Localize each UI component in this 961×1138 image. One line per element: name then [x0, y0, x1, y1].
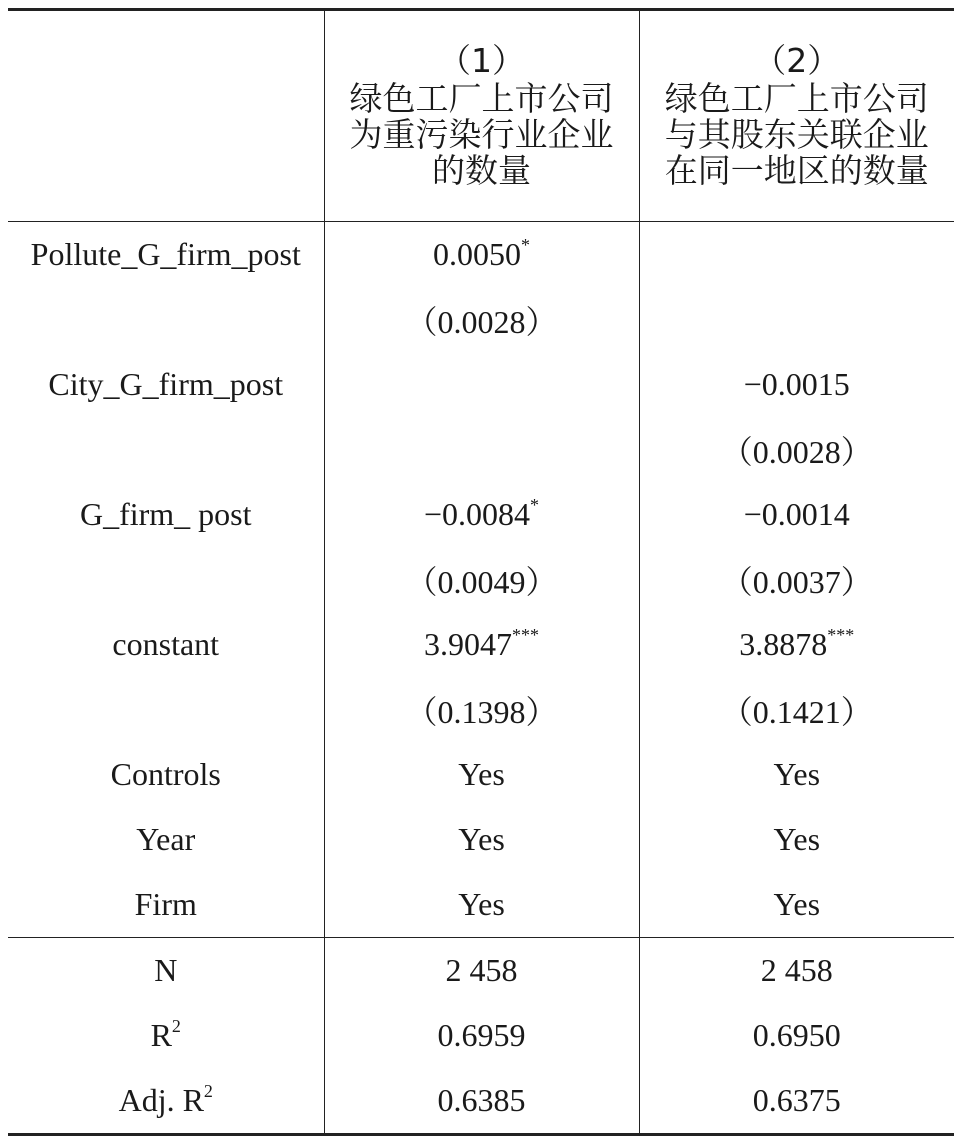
table-row — [8, 938, 954, 1004]
col2-value-text: 0.6950 — [752, 1017, 841, 1053]
col1-value-text: （0.1398） — [405, 693, 558, 730]
row-label — [8, 677, 324, 742]
table-row — [8, 482, 954, 547]
col2-value — [639, 938, 954, 1004]
table-row — [8, 612, 954, 677]
row-label-text: G_firm_ post — [79, 496, 252, 532]
col1-value-significance: * — [521, 235, 530, 255]
col1-value — [324, 938, 639, 1004]
col2-value-text: Yes — [773, 821, 821, 857]
col1-value-text: 3.9047 — [424, 626, 512, 662]
col2-value-text: −0.0014 — [743, 496, 850, 532]
col2-value — [639, 547, 954, 612]
row-label — [8, 287, 324, 352]
row-label — [8, 872, 324, 938]
col2-value — [639, 287, 954, 352]
col1-value-text: Yes — [458, 821, 505, 857]
col1-value — [324, 612, 639, 677]
row-label-text: Adj. R — [118, 1082, 204, 1118]
header-col2-label: 绿色工厂上市公司 与其股东关联企业 在同一地区的数量 — [664, 79, 929, 190]
col2-value — [639, 352, 954, 417]
row-label-text: constant — [112, 626, 220, 662]
col2-value — [639, 417, 954, 482]
col2-value-text: （0.0028） — [720, 433, 873, 470]
col2-value-text: （0.1421） — [720, 693, 873, 730]
table-row — [8, 1068, 954, 1135]
row-label-text: Year — [136, 821, 196, 857]
row-label-text: Firm — [134, 886, 197, 922]
row-label — [8, 807, 324, 872]
col2-value-text: （0.0037） — [720, 563, 873, 600]
header-col2-number: （2） — [753, 41, 841, 80]
row-label-significance: 2 — [203, 1081, 213, 1101]
table-row — [8, 872, 954, 938]
row-label-text: N — [154, 952, 178, 988]
col2-value — [639, 807, 954, 872]
col1-value — [324, 872, 639, 938]
col2-value-text: 3.8878 — [739, 626, 828, 662]
col1-value — [324, 677, 639, 742]
row-label — [8, 417, 324, 482]
col2-value-text: Yes — [773, 886, 821, 922]
header-cell-col1 — [324, 10, 639, 222]
col2-value-text: 2 458 — [760, 952, 833, 988]
col1-value-text: （0.0049） — [405, 563, 558, 600]
col1-value-significance: * — [530, 495, 540, 515]
row-label-text: Controls — [110, 756, 221, 792]
header-row — [8, 10, 954, 222]
col1-value-text: 0.6385 — [437, 1082, 526, 1118]
row-label — [8, 938, 324, 1004]
row-label-text: R — [150, 1017, 172, 1053]
col1-value-text: 0.6959 — [437, 1017, 526, 1053]
row-label-text: City_G_firm_post — [48, 366, 284, 402]
col1-value-text: Yes — [458, 886, 505, 922]
table-row — [8, 742, 954, 807]
col2-value — [639, 222, 954, 288]
col2-value-significance: *** — [827, 625, 855, 645]
table-row — [8, 287, 954, 352]
row-label — [8, 1068, 324, 1135]
col2-value — [639, 677, 954, 742]
row-label — [8, 612, 324, 677]
col1-value — [324, 287, 639, 352]
table-row — [8, 222, 954, 288]
col1-value — [324, 1068, 639, 1135]
col2-value — [639, 1068, 954, 1135]
col1-value — [324, 482, 639, 547]
table-row — [8, 677, 954, 742]
col2-value — [639, 612, 954, 677]
col1-value — [324, 1003, 639, 1068]
header-col1-label: 绿色工厂上市公司 为重污染行业企业 的数量 — [349, 79, 614, 190]
col2-value-text: Yes — [773, 756, 821, 792]
col2-value-text: −0.0015 — [743, 366, 850, 402]
col1-value — [324, 807, 639, 872]
col1-value-text: 0.0050 — [433, 236, 521, 272]
col2-value — [639, 482, 954, 547]
col1-value-significance: *** — [512, 625, 539, 645]
col2-value — [639, 872, 954, 938]
col1-value — [324, 547, 639, 612]
header-cell-col2 — [639, 10, 954, 222]
header-cell-empty — [8, 10, 324, 222]
header-col1-number: （1） — [438, 41, 525, 80]
col2-value — [639, 742, 954, 807]
row-label — [8, 352, 324, 417]
col1-value — [324, 742, 639, 807]
table-row — [8, 352, 954, 417]
row-label-significance: 2 — [171, 1016, 181, 1036]
row-label — [8, 1003, 324, 1068]
col1-value — [324, 417, 639, 482]
row-label — [8, 222, 324, 288]
table-row — [8, 547, 954, 612]
col1-value-text: −0.0084 — [423, 496, 531, 532]
col2-value — [639, 1003, 954, 1068]
col1-value — [324, 352, 639, 417]
col2-value-text: 0.6375 — [752, 1082, 841, 1118]
table-row — [8, 417, 954, 482]
regression-table — [8, 8, 954, 1136]
col1-value-text: 2 458 — [445, 952, 518, 988]
table-row — [8, 1003, 954, 1068]
row-label — [8, 482, 324, 547]
row-label — [8, 547, 324, 612]
col1-value-text: Yes — [458, 756, 505, 792]
table-row — [8, 807, 954, 872]
col1-value-text: （0.0028） — [405, 303, 558, 340]
row-label — [8, 742, 324, 807]
col1-value — [324, 222, 639, 288]
row-label-text: Pollute_G_firm_post — [30, 236, 301, 272]
